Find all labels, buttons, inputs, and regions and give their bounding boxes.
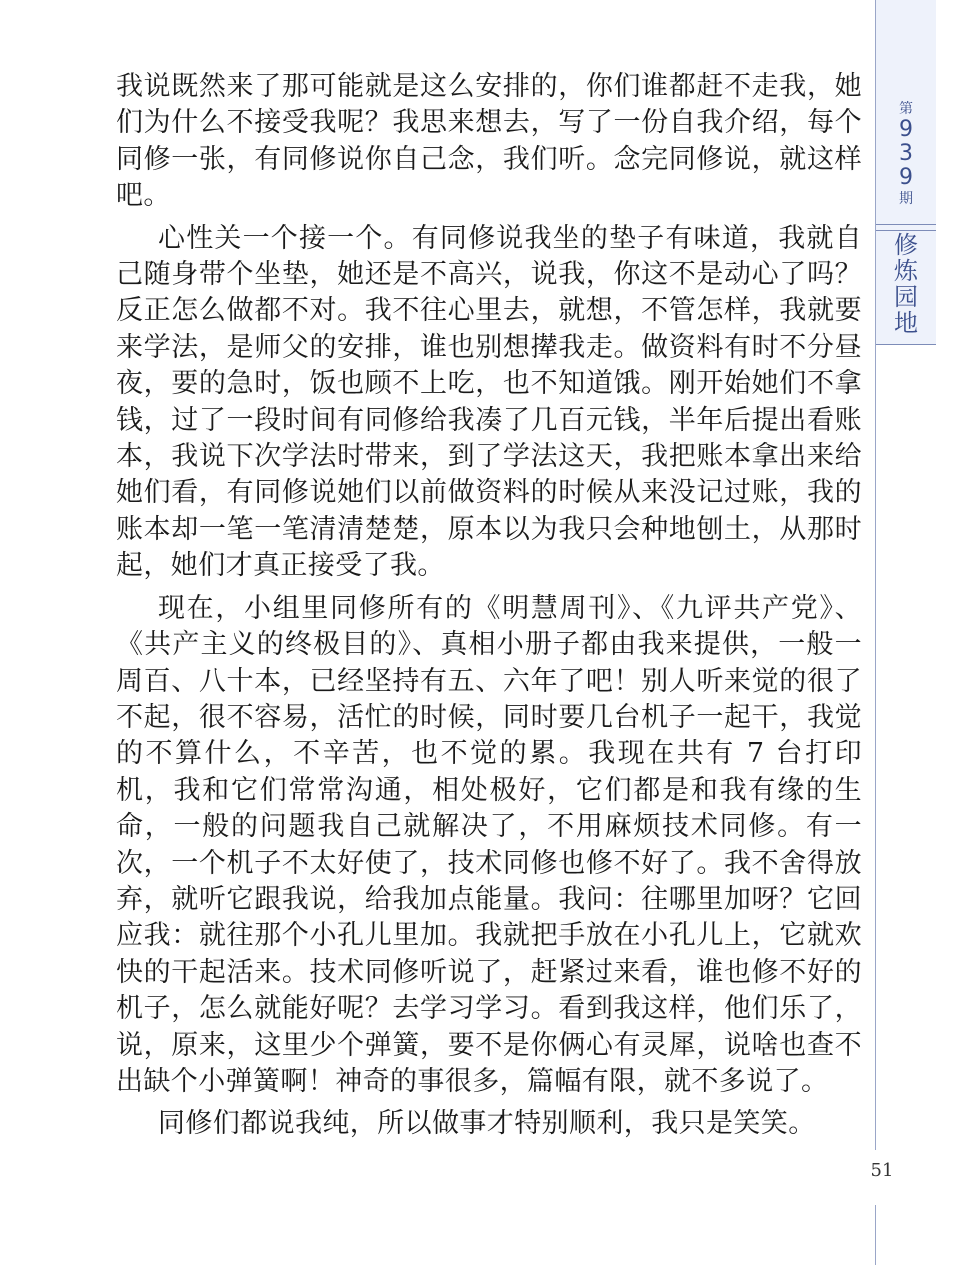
paragraph: 心性关一个接一个。有同修说我坐的垫子有味道，我就自己随身带个坐垫，她还是不高兴，说我，你这不是动心了吗？反正怎么做都不对。我不往心里去，就想，不管怎样，我就要来学法，是师父的安排，谁也别想撵我走。做资料有时不分昼夜，要的急时，饭也顾不上吃，也不知道饿。刚开始她们不拿钱，过了一段时间有同修给我凑了几百元钱，半年后提出看账本，我说下次学法时带来，到了学法这天，我把账本拿出来给她们看，有同修说她们以前做资料的时候从来没记过账，我的账本却一笔一笔清清楚楚，原本以为我只会种地刨土，从那时起，她们才真正接受了我。 bbox=[116, 222, 862, 582]
issue-prefix: 第 bbox=[899, 101, 913, 117]
section-title-char: 修 bbox=[894, 231, 918, 259]
issue-suffix: 期 bbox=[899, 191, 913, 207]
section-title-char: 炼 bbox=[894, 257, 918, 285]
issue-digit: 9 bbox=[899, 117, 913, 142]
paragraph: 现在，小组里同修所有的《明慧周刊》、《九评共产党》、《共产主义的终极目的》、真相小册子都由我来提供，一般一周百、八十本，已经坚持有五、六年了吧！别人听来觉的很了不起，很不容易，活忙的时候，同时要几台机子一起干，我觉的不算什么，不辛苦，也不觉的累。我现在共有 7 台打印机，我和它们常常沟通，相处极好，它们都是和我有缘的生命，一般的问题我自己就解决了，不用麻烦技术同修。有一次，一个机子不太好使了，技术同修也修不好了。我不舍得放弃，就听它跟我说，给我加点能量。我问：往哪里加呀？它回应我：就往那个小孔儿里加。我就把手放在小孔儿上，它就欢快的干起活来。技术同修听说了，赶紧过来看，谁也修不好的机子，怎么就能好呢？去学习学习。看到我这样，他们乐了，说，原来，这里少个弹簧，要不是你俩心有灵犀，说啥也查不出缺个小弹簧啊！神奇的事很多，篇幅有限，就不多说了。 bbox=[116, 592, 862, 1097]
sidebar-divider bbox=[876, 344, 936, 345]
issue-digit: 9 bbox=[899, 165, 913, 190]
issue-number-label bbox=[876, 100, 936, 225]
section-title bbox=[876, 232, 936, 342]
article-body bbox=[116, 69, 862, 1143]
issue-digit: 3 bbox=[899, 141, 913, 166]
page-number: 51 bbox=[870, 1160, 894, 1181]
sidebar-rule-bottom bbox=[875, 1205, 876, 1265]
section-title-char: 园 bbox=[894, 283, 918, 311]
paragraph: 我说既然来了那可能就是这么安排的，你们谁都赶不走我，她们为什么不接受我呢？我思来想去，写了一份自我介绍，每个同修一张，有同修说你自己念，我们听。念完同修说，就这样吧。 bbox=[116, 71, 862, 212]
sidebar-divider bbox=[876, 224, 936, 225]
paragraph: 同修们都说我纯，所以做事才特别顺利，我只是笑笑。 bbox=[158, 1108, 816, 1140]
section-title-char: 地 bbox=[894, 309, 918, 337]
